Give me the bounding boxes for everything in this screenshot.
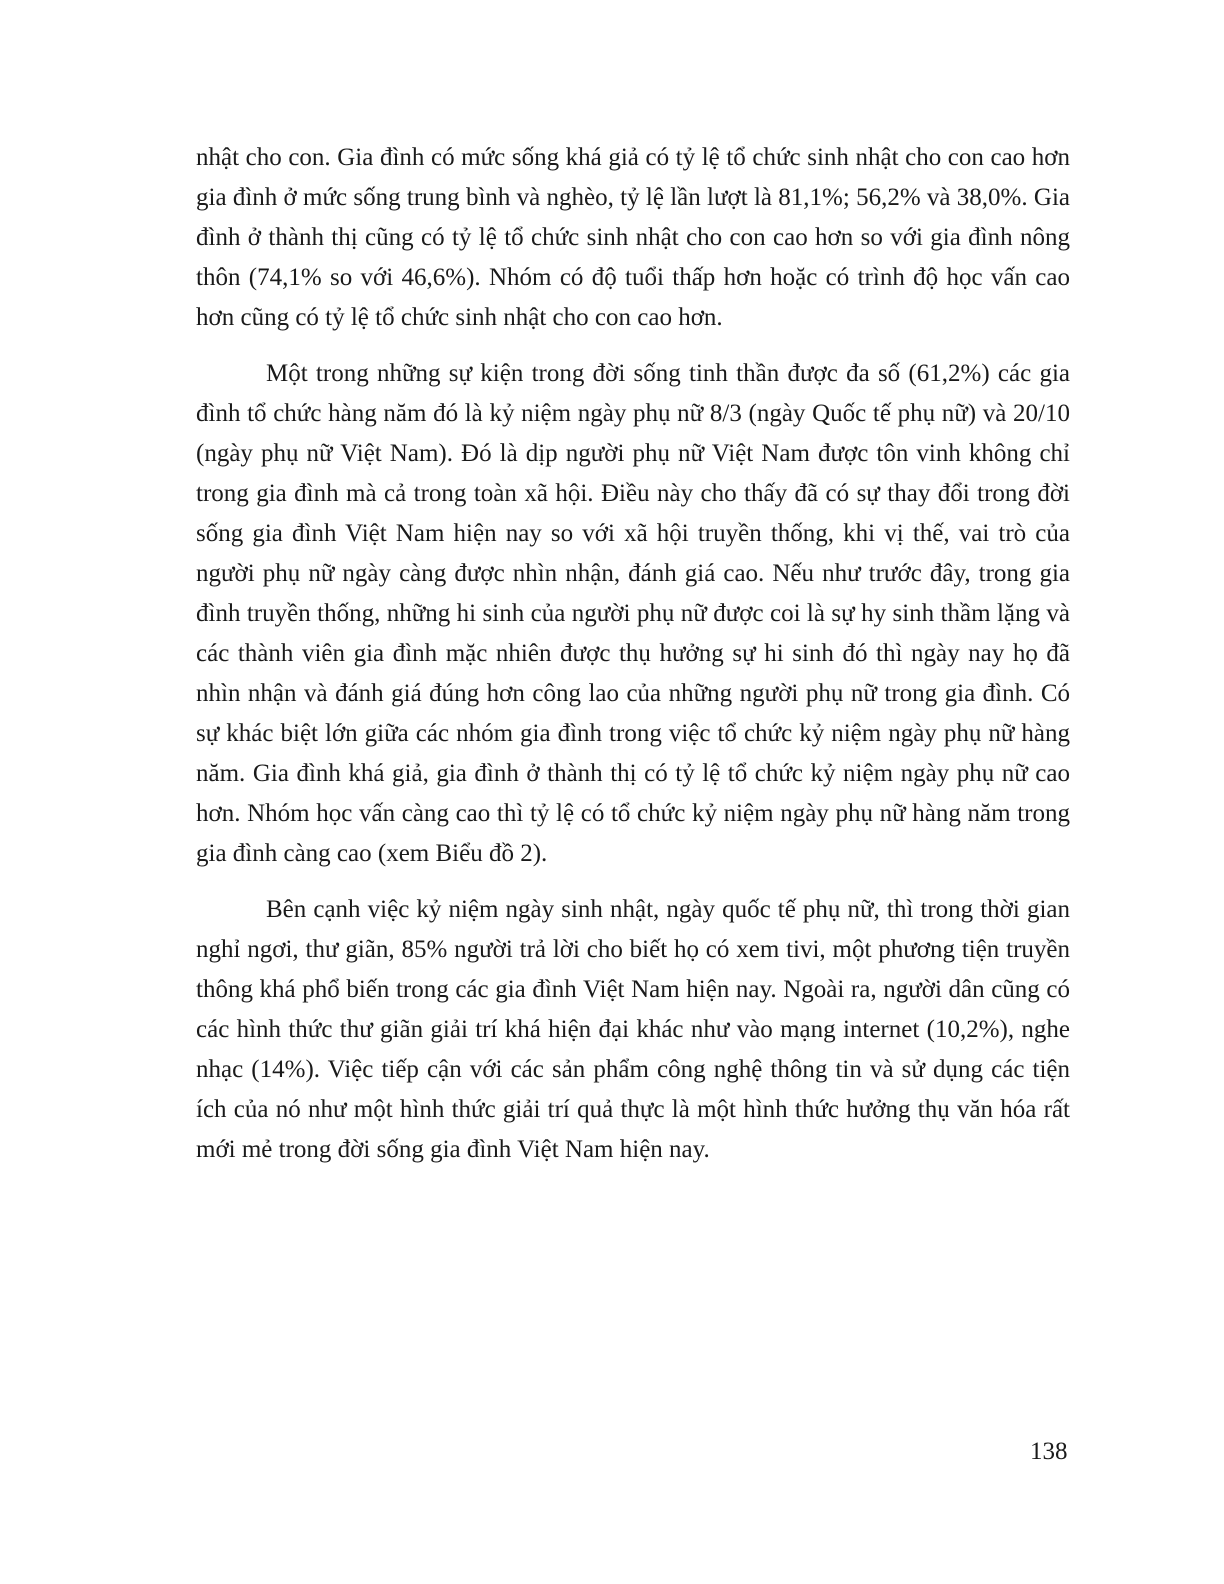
paragraph-continuation: nhật cho con. Gia đình có mức sống khá giả có tỷ lệ tổ chức sinh nhật cho con cao hơn gia đình ở mức sống trung bình và nghèo, tỷ lệ lần lượt là 81,1%; 56,2% và 38,0%. Gia đình ở thành thị cũng có tỷ lệ tổ chức sinh nhật cho con cao hơn so với gia đình nông thôn (74,1% so với 46,6%). Nhóm có độ tuổi thấp hơn hoặc có trình độ học vấn cao hơn cũng có tỷ lệ tổ chức sinh nhật cho con cao hơn. xyxy=(196,144,1070,331)
paragraph-leisure: Bên cạnh việc kỷ niệm ngày sinh nhật, ngày quốc tế phụ nữ, thì trong thời gian nghỉ ngơi, thư giãn, 85% người trả lời cho biết họ có xem tivi, một phương tiện truyền thông khá phổ biến trong các gia đình Việt Nam hiện nay. Ngoài ra, người dân cũng có các hình thức thư giãn giải trí khá hiện đại khác như vào mạng internet (10,2%), nghe nhạc (14%). Việc tiếp cận với các sản phẩm công nghệ thông tin và sử dụng các tiện ích của nó như một hình thức giải trí quả thực là một hình thức hưởng thụ văn hóa rất mới mẻ trong đời sống gia đình Việt Nam hiện nay. xyxy=(196,896,1070,1163)
paragraph-womens-day: Một trong những sự kiện trong đời sống tinh thần được đa số (61,2%) các gia đình tổ chức hàng năm đó là kỷ niệm ngày phụ nữ 8/3 (ngày Quốc tế phụ nữ) và 20/10 (ngày phụ nữ Việt Nam). Đó là dịp người phụ nữ Việt Nam được tôn vinh không chỉ trong gia đình mà cả trong toàn xã hội. Điều này cho thấy đã có sự thay đổi trong đời sống gia đình Việt Nam hiện nay so với xã hội truyền thống, khi vị thế, vai trò của người phụ nữ ngày càng được nhìn nhận, đánh giá cao. Nếu như trước đây, trong gia đình truyền thống, những hi sinh của người phụ nữ được coi là sự hy sinh thầm lặng và các thành viên gia đình mặc nhiên được thụ hưởng sự hi sinh đó thì ngày nay họ đã nhìn nhận và đánh giá đúng hơn công lao của những người phụ nữ trong gia đình. Có sự khác biệt lớn giữa các nhóm gia đình trong việc tổ chức kỷ niệm ngày phụ nữ hàng năm. Gia đình khá giả, gia đình ở thành thị có tỷ lệ tổ chức kỷ niệm ngày phụ nữ cao hơn. Nhóm học vấn càng cao thì tỷ lệ có tổ chức kỷ niệm ngày phụ nữ hàng năm trong gia đình càng cao (xem Biểu đồ 2). xyxy=(196,360,1070,867)
page-number: 138 xyxy=(1030,1438,1068,1465)
page-body xyxy=(196,138,1070,1170)
